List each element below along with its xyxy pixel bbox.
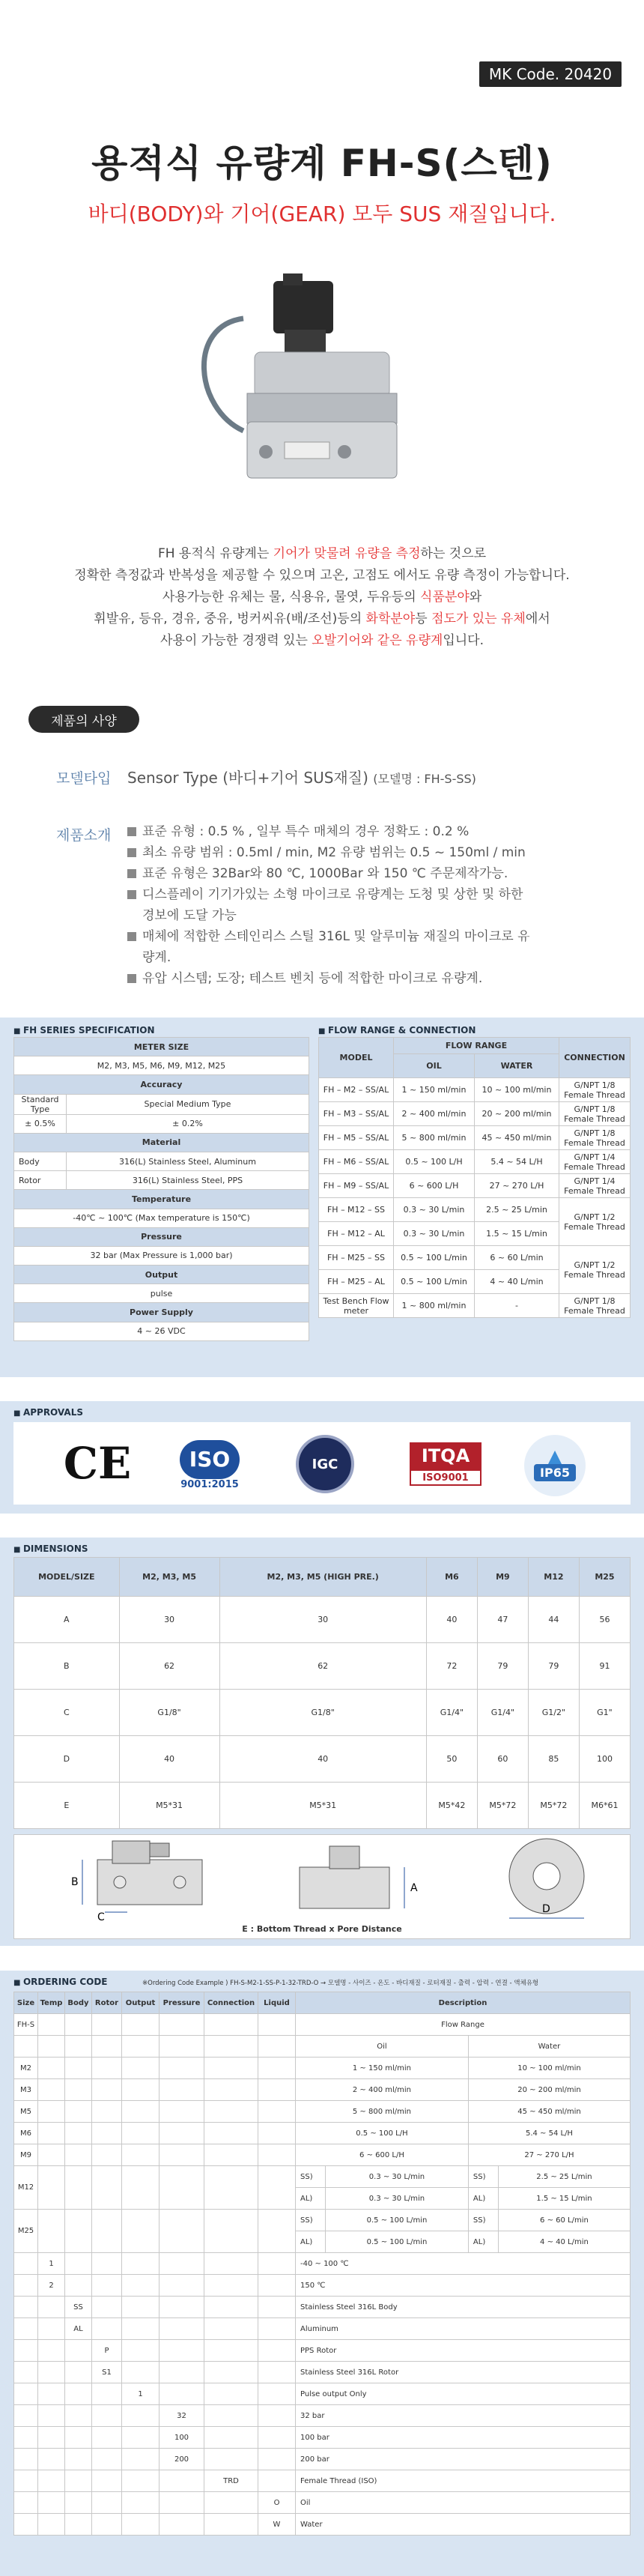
- flowmeter-product-image: [172, 258, 472, 506]
- dimensions-title: ■ DIMENSIONS: [13, 1544, 88, 1554]
- mk-code-badge: MK Code. 20420: [479, 61, 622, 87]
- list-item: 최소 유량 범위 : 0.5ml / min, M2 유량 범위는 0.5 ~ 150ml / min: [127, 842, 532, 863]
- spec-table: METER SIZE M2, M3, M5, M6, M9, M12, M25 Accuracy Standard Type Special Medium Type ± 0.5% ± 0.2% Material Body 316(L) Stainless Steel, Aluminum Rotor 316(L) Stainless Steel, PPS Temperature -40℃ ~ 100℃ (Max temperature is 150℃) Pressure 32 bar (Max Pressure is 1,000 bar) Output pulse Power Supply 4 ~ 26 VDC: [13, 1037, 309, 1341]
- dim-label-d: D: [542, 1903, 550, 1915]
- dim-label-c: C: [97, 1911, 105, 1921]
- dimension-drawing: [52, 1837, 622, 1921]
- ordering-title: ■ ORDERING CODE: [13, 1977, 107, 1987]
- ce-mark-icon: CE: [63, 1438, 132, 1489]
- list-item: 표준 유형 : 0.5 % , 일부 특수 매체의 경우 정확도 : 0.2 %: [127, 821, 532, 842]
- flow-section-title: ■ FLOW RANGE & CONNECTION: [318, 1025, 476, 1035]
- dim-label-a: A: [410, 1882, 418, 1894]
- approvals-title: ■ APPROVALS: [13, 1407, 83, 1418]
- ordering-table: Size Temp Body Rotor Output Pressure Connection Liquid Description FH-S Flow Range Oil Water M2 1 ~ 150 ml/min 10 ~ 100 ml/min M3 2 ~ 400 ml/min 20 ~ 200 ml/min M5 5 ~ 800 ml/min 45 ~ 450 ml/min M6 0.5 ~ 100 L/H 5.4 ~ 54 L/H M9 6 ~ 600 L/H 27 ~ 270 L/H M12 SS) 0.3 ~ 30 L/min SS) 2.5 ~ 25 L/min AL) 0.3 ~ 30 L/min AL) 1.5 ~ 15 L/min M25 SS) 0.5 ~ 100 L/min SS) 6 ~ 60 L/min AL) 0.5 ~ 100 L/min AL) 4 ~ 40 L/min 1 -40 ~ 100 ℃ 2 150 ℃ SS Stainless Steel 316L Body AL Aluminum P PPS Rotor S1 Stainless Steel 316L Rotor 1 Pulse output Only 32 32 bar 100 100 bar 200 200 bar TRD Female Thread (ISO) O Oil W Water: [13, 1992, 631, 2536]
- list-item: 표준 유형은 32Bar와 80 ℃, 1000Bar 와 150 ℃ 주문제작가능.: [127, 863, 532, 884]
- page-title: 용적식 유량계 FH-S(스텐): [91, 142, 553, 185]
- product-description: FH 용적식 유량계는 기어가 맞물려 유량을 측정하는 것으로 정확한 측정값과 반복성을 제공할 수 있으며 고온, 고점도 에서도 유량 측정이 가능합니다. 사용가능한 유체는 물, 식용유, 물엿, 두유등의 식품분야와 휘발유, 등유, 경유, 중유, 벙커씨유(배/조선)등의 화학분야등 점도가 있는 유체에서 사용이 가능한 경쟁력 있는 오발기어와 같은 유량계입니다.: [74, 546, 570, 648]
- dimension-caption: E : Bottom Thread x Pore Distance: [242, 1924, 402, 1934]
- spec-section-title: ■ FH SERIES SPECIFICATION: [13, 1025, 155, 1035]
- ordering-example: ※Ordering Code Example ) FH-S-M2-1-SS-P-1-32-TRD-O → 모델명 - 사이즈 - 온도 - 바디재질 - 로터재질 - 출력 - 압력 - 연결 - 액체유형: [142, 1980, 539, 1987]
- dim-label-b: B: [71, 1876, 79, 1888]
- list-item: 유압 시스템; 도장; 테스트 벤치 등에 적합한 마이크로 유량계.: [127, 968, 532, 989]
- itqa-logo-icon: ITQA ISO9001: [408, 1437, 483, 1491]
- spec-list: [127, 821, 532, 989]
- dimensions-table: MODEL/SIZE M2, M3, M5 M2, M3, M5 (HIGH PRE.) M6 M9 M12 M25 A 30 30 40 47 44 56 B 62 62 72 79 79 91 C G1/8" G1/8" G1/4" G1/4" G1/2" G1" D 40 40 50 60 85 100 E M5*31 M5*31 M5*42 M5*72 M5*72 M6*61: [13, 1557, 631, 1829]
- iso-logo-icon: ISO 9001:2015: [176, 1435, 243, 1495]
- list-item: 디스플레이 기기가있는 소형 마이크로 유량계는 도청 및 상한 및 하한 경보에 도달 가능: [127, 884, 532, 926]
- igc-logo-icon: IGC: [296, 1435, 354, 1493]
- list-item: 매체에 적합한 스테인리스 스틸 316L 및 알루미늄 재질의 마이크로 유량계.: [127, 926, 532, 968]
- model-type-label: 모델타입: [56, 770, 112, 787]
- product-intro-label: 제품소개: [56, 827, 112, 844]
- ip65-logo-icon: IP65: [524, 1435, 586, 1496]
- flow-table: MODEL FLOW RANGE CONNECTION OIL WATER FH – M2 – SS/AL 1 ~ 150 ml/min 10 ~ 100 ml/min G/NPT 1/8 Female Thread FH – M3 – SS/AL 2 ~ 400 ml/min 20 ~ 200 ml/min G/NPT 1/8 Female Thread FH – M5 – SS/AL 5 ~ 800 ml/min 45 ~ 450 ml/min G/NPT 1/8 Female Thread FH – M6 – SS/AL 0.5 ~ 100 L/H 5.4 ~ 54 L/H G/NPT 1/4 Female Thread FH – M9 – SS/AL 6 ~ 600 L/H 27 ~ 270 L/H G/NPT 1/4 Female Thread FH – M12 – SS 0.3 ~ 30 L/min 2.5 ~ 25 L/min G/NPT 1/2 Female Thread FH – M12 – AL 0.3 ~ 30 L/min 1.5 ~ 15 L/min FH – M25 – SS 0.5 ~ 100 L/min 6 ~ 60 L/min G/NPT 1/2 Female Thread FH – M25 – AL 0.5 ~ 100 L/min 4 ~ 40 L/min Test Bench Flow meter 1 ~ 800 ml/min - G/NPT 1/8 Female Thread: [318, 1037, 631, 1318]
- page-subtitle: 바디(BODY)와 기어(GEAR) 모두 SUS 재질입니다.: [88, 202, 556, 226]
- model-type-value: Sensor Type (바디+기어 SUS재질) (모델명 : FH-S-SS): [127, 769, 476, 787]
- product-spec-pill: 제품의 사양: [28, 706, 139, 733]
